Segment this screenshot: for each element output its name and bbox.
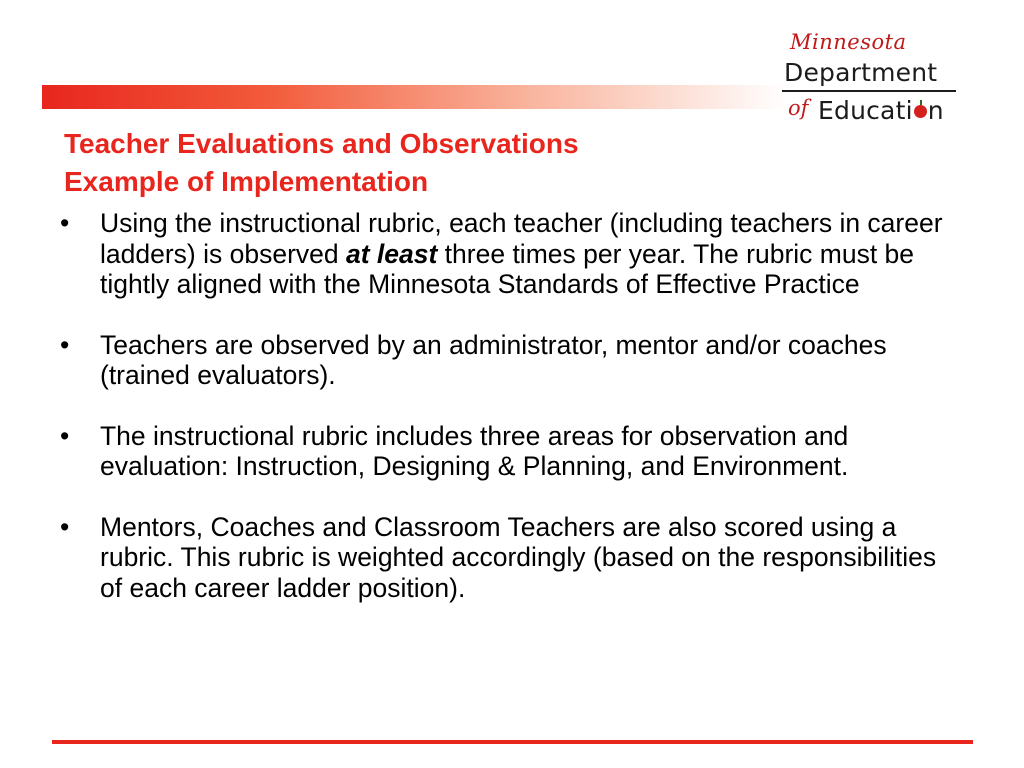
logo-script-minnesota: Minnesota (790, 30, 907, 54)
bullet-text: The instructional rubric includes three areas for observation and evaluation: Instruction, Designing & Planning, and Environment. (100, 420, 849, 481)
bullet-text-after: three times per year. The rubric must be tightly aligned with the Minnesota Standards of Effective Practice (100, 238, 915, 299)
bullet-icon: • (60, 329, 70, 360)
logo-education-suffix: n (927, 96, 944, 125)
slide-title (64, 125, 579, 201)
mn-department-of-education-logo (776, 30, 976, 125)
bullet-text-before: Using the instructional rubric, each teacher (including teachers in career ladders) is observed (100, 208, 943, 269)
bullet-item-observers (60, 330, 950, 391)
bullet-item-observation-frequency (60, 208, 950, 300)
bullet-text: Teachers are observed by an administrator, mentor and/or coaches (trained evaluators). (100, 329, 887, 390)
logo-of-text: of (788, 96, 809, 120)
bullet-item-rubric-areas (60, 421, 950, 482)
logo-department-text: Department (784, 58, 938, 87)
bullet-text-emphasis: at least (345, 238, 438, 269)
bullet-list (60, 208, 950, 633)
bullet-icon: • (60, 420, 70, 451)
bullet-item-rubric-scoring (60, 512, 950, 604)
apple-icon (914, 105, 927, 118)
slide-title-line-1: Teacher Evaluations and Observations (64, 128, 579, 159)
bullet-icon: • (60, 208, 70, 238)
header-gradient-band (42, 85, 787, 109)
logo-divider (782, 90, 956, 92)
bullet-text: Mentors, Coaches and Classroom Teachers are also scored using a rubric. This rubric is weighted accordingly (based on the responsibilities of each career ladder position). (100, 511, 937, 603)
footer-divider (52, 740, 973, 744)
logo-education-text (818, 96, 944, 125)
logo-education-prefix: Educati (818, 96, 913, 125)
slide-title-line-2: Example of Implementation (64, 166, 429, 197)
bullet-icon: • (60, 511, 70, 542)
